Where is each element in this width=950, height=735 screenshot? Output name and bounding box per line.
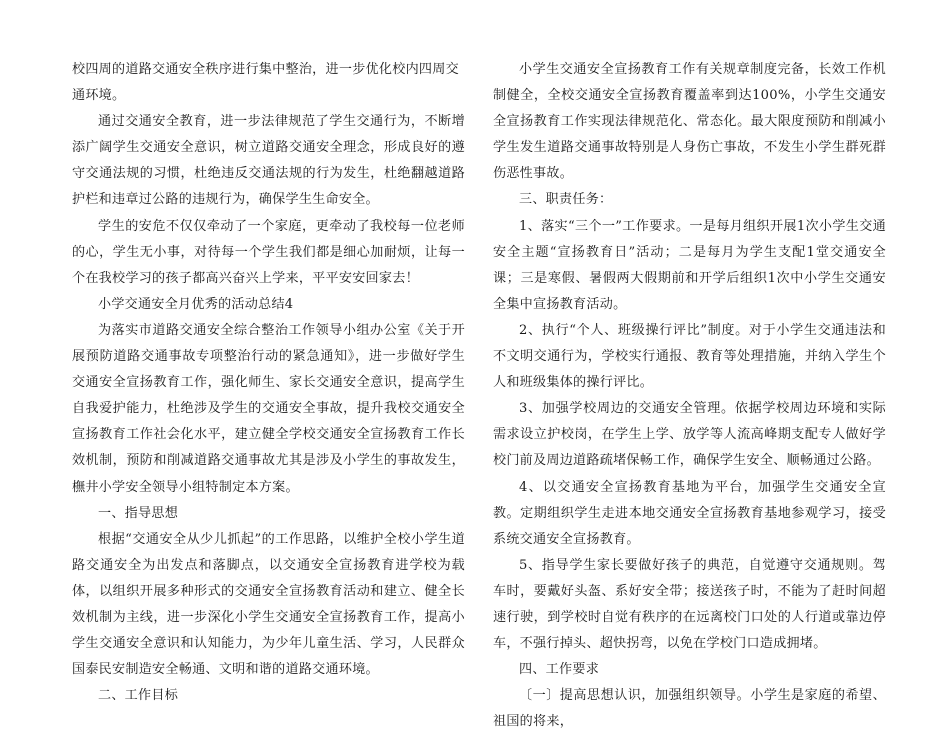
duty-item-5: 5、指导学生家长要做好孩子的典范，自觉遵守交通规则。驾车时，要戴好头盔、系好安全带；接送孩子时，不能为了赶时间超速行驶，到学校时自觉有秩序的在远离校门口处的人行道或靠边停车，不强行掉头、超快拐弯，以免在学校门口造成拥堵。	[493, 557, 886, 652]
duty-item-3: 3、加强学校周边的交通安全管理。依据学校周边环境和实际需求设立护校岗，在学生上学、放学等人流高峰期支配专人做好学校门前及周边道路疏堵保畅工作，确保学生安全、顺畅通过公路。	[493, 401, 886, 469]
paragraph-guiding-ideology: 根据“交通安全从少儿抓起”的工作思路，以维护全校小学生道路交通安全为出发点和落脚点，以交通安全宣扬教育进学校为载体，以组织开展多种形式的交通安全宣扬教育活动和建立、健全长效机制为主线，进一步深化小学生交通安全宣扬教育工作，提高小学生交通安全意识和认知能力，为少年儿童生活、学习，人民群众国泰民安制造安全畅通、文明和谐的道路交通环境。	[72, 531, 465, 678]
heading-guiding-ideology: 一、指导思想	[98, 505, 179, 521]
paragraph-student-safety: 学生的安危不仅仅牵动了一个家庭，更牵动了我校每一位老师的心，学生无小事，对待每一个学生我们都是细心加耐烦，让每一个在我校学习的孩子都高兴奋兴上学来，平平安安回家去！	[72, 218, 465, 286]
heading-duties: 三、职责任务：	[519, 192, 613, 208]
paragraph-education-outcome: 通过交通安全教育，进一步法律规范了学生交通行为，不断增添广阔学生交通安全意识，树立道路交通安全理念，形成良好的遵守交通法规的习惯，杜绝违反交通法规的行为发生，杜绝翻越道路护栏和违章过公路的违规行为，确保学生生命安全。	[72, 114, 465, 208]
heading-work-requirements: 四、工作要求	[519, 662, 600, 678]
heading-work-goals: 二、工作目标	[98, 688, 179, 704]
section-title: 小学交通安全月优秀的活动总结4	[98, 296, 294, 312]
right-column	[493, 57, 886, 735]
duty-item-4: 4、以交通安全宣扬教育基地为平台，加强学生交通安全宣教。定期组织学生走进本地交通安全宣扬教育基地参观学习，接受系统交通安全宣扬教育。	[493, 479, 886, 547]
duty-item-2: 2、执行“个人、班级操行评比”制度。对于小学生交通违法和不文明交通行为，学校实行通报、教育等处理措施，并纳入学生个人和班级集体的操行评比。	[493, 322, 886, 391]
paragraph-continuation: 校四周的道路交通安全秩序进行集中整治，进一步优化校内四周交通环境。	[72, 62, 459, 104]
duty-item-1: 1、落实“三个一”工作要求。一是每月组织开展1次小学生交通安全主题“宣扬教育日”活动；二是每月为学生支配1堂交通安全课；三是寒假、暑假两大假期前和开学后组织1次中小学生交通安全集中宣扬教育活动。	[493, 218, 886, 312]
requirement-item-1: 〔一〕提高思想认识，加强组织领导。小学生是家庭的希望、祖国的将来，	[493, 688, 886, 730]
paragraph-work-goals: 小学生交通安全宣扬教育工作有关规章制度完备，长效工作机制健全，全校交通安全宣扬教育覆盖率到达100%，小学生交通安全宣扬教育工作实现法律规范化、常态化。最大限度预防和削减小学生发生道路交通事故特别是人身伤亡事故，不发生小学生群死群伤恶性事故。	[493, 62, 886, 182]
left-column	[72, 57, 465, 709]
paragraph-intro: 为落实市道路交通安全综合整治工作领导小组办公室《关于开展预防道路交通事故专项整治行动的紧急通知》，进一步做好学生交通安全宣扬教育工作，强化师生、家长交通安全意识，提高学生自我爱护能力，杜绝涉及学生的交通安全事故，提升我校交通安全宣扬教育工作社会化水平，建立健全学校交通安全宣扬教育工作长效机制，预防和削减道路交通事故尤其是涉及小学生的事故发生，橅井小学安全领导小组特制定本方案。	[72, 322, 465, 495]
